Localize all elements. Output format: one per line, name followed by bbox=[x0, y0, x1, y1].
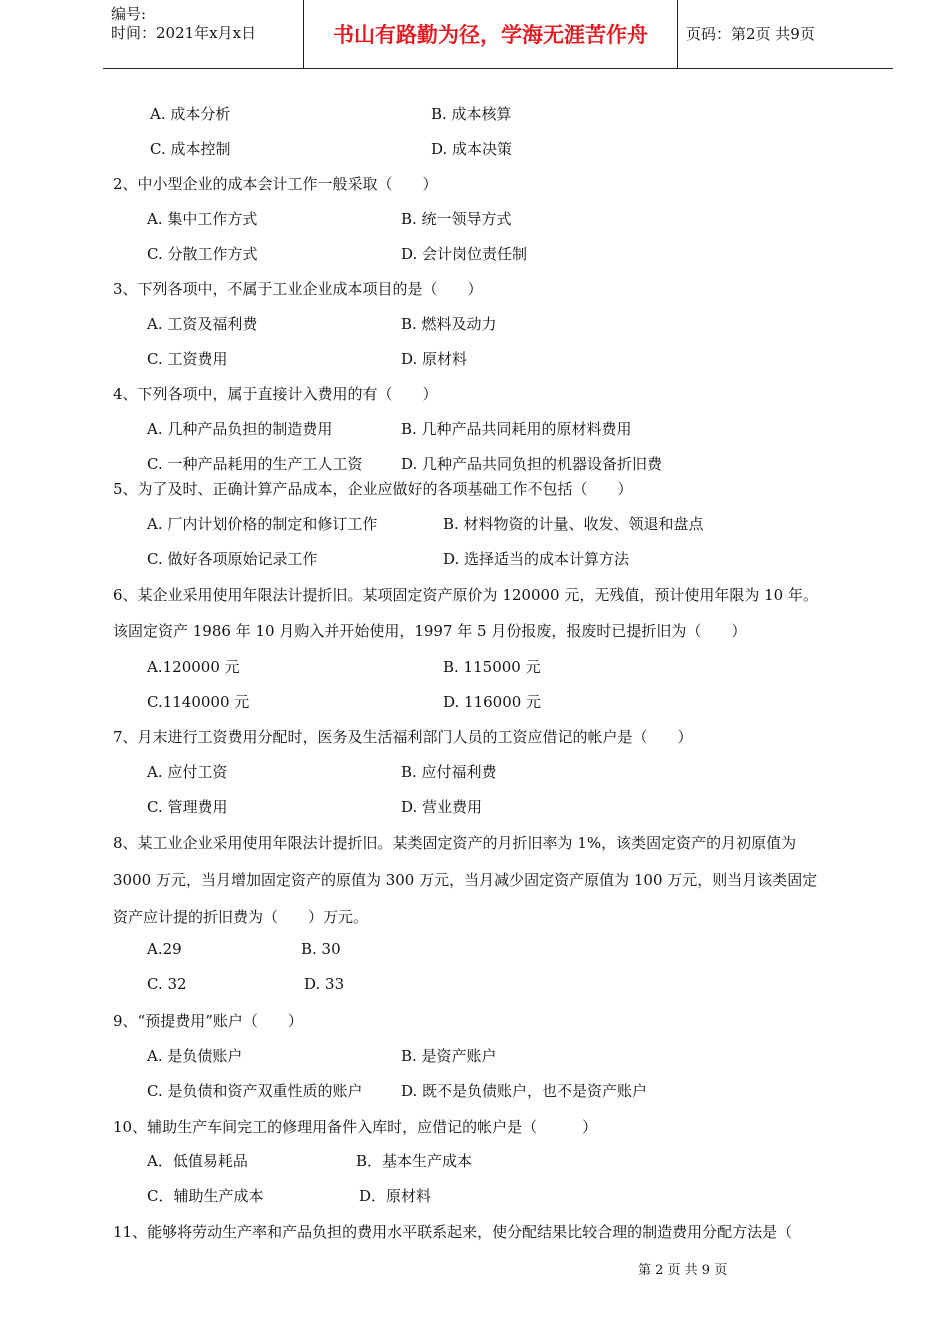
number-label: 编号: bbox=[111, 5, 147, 23]
q6-option-a: A.120000 元 bbox=[147, 658, 240, 676]
q3-option-d: D. 原材料 bbox=[401, 350, 468, 368]
q4-option-b: B. 几种产品共同耗用的原材料费用 bbox=[401, 420, 632, 438]
page-number-label: 页码：第2页 共9页 bbox=[686, 25, 815, 43]
q10-option-a: A．低值易耗品 bbox=[147, 1152, 248, 1170]
q8-option-b: B. 30 bbox=[301, 940, 341, 958]
page-header bbox=[103, 0, 893, 69]
question-8-line-3: 资产应计提的折旧费为（ ）万元。 bbox=[113, 908, 369, 926]
q9-option-b: B. 是资产账户 bbox=[401, 1047, 497, 1065]
q5-option-b: B. 材料物资的计量、收发、领退和盘点 bbox=[443, 515, 704, 533]
q2-option-b: B. 统一领导方式 bbox=[401, 210, 512, 228]
q8-option-a: A.29 bbox=[147, 940, 182, 958]
question-2: 2、中小型企业的成本会计工作一般采取（ ） bbox=[113, 175, 438, 193]
q6-option-d: D. 116000 元 bbox=[443, 693, 542, 711]
q1-option-a: A. 成本分析 bbox=[150, 105, 231, 123]
q2-option-d: D. 会计岗位责任制 bbox=[401, 245, 528, 263]
q4-option-c: C. 一种产品耗用的生产工人工资 bbox=[147, 455, 363, 473]
question-6-line-1: 6、某企业采用使用年限法计提折旧。某项固定资产原价为 120000 元，无残值，预计使用年限为 10 年。 bbox=[113, 586, 818, 604]
q5-option-d: D. 选择适当的成本计算方法 bbox=[443, 550, 630, 568]
q3-option-c: C. 工资费用 bbox=[147, 350, 228, 368]
q10-option-b: B．基本生产成本 bbox=[356, 1152, 473, 1170]
q1-option-d: D. 成本决策 bbox=[431, 140, 513, 158]
q6-option-b: B. 115000 元 bbox=[443, 658, 541, 676]
time-label: 时间：2021年x月x日 bbox=[111, 24, 257, 42]
q2-option-c: C. 分散工作方式 bbox=[147, 245, 258, 263]
q8-option-d: D. 33 bbox=[304, 975, 345, 993]
q7-option-d: D. 营业费用 bbox=[401, 798, 483, 816]
q1-option-c: C. 成本控制 bbox=[150, 140, 231, 158]
page-footer: 第 2 页 共 9 页 bbox=[638, 1263, 728, 1278]
q5-option-c: C. 做好各项原始记录工作 bbox=[147, 550, 318, 568]
q7-option-c: C. 管理费用 bbox=[147, 798, 228, 816]
question-3: 3、下列各项中，不属于工业企业成本项目的是（ ） bbox=[113, 280, 483, 298]
question-7: 7、月末进行工资费用分配时，医务及生活福利部门人员的工资应借记的帐户是（ ） bbox=[113, 728, 693, 746]
q8-option-c: C. 32 bbox=[147, 975, 187, 993]
q10-option-d: D．原材料 bbox=[359, 1187, 432, 1205]
q7-option-a: A. 应付工资 bbox=[147, 763, 228, 781]
question-8-line-2: 3000 万元，当月增加固定资产的原值为 300 万元，当月减少固定资产原值为 100 万元，则当月该类固定 bbox=[113, 871, 818, 889]
question-4: 4、下列各项中，属于直接计入费用的有（ ） bbox=[113, 385, 438, 403]
q6-option-c: C.1140000 元 bbox=[147, 693, 250, 711]
q4-option-d: D. 几种产品共同负担的机器设备折旧费 bbox=[401, 455, 663, 473]
q4-option-a: A. 几种产品负担的制造费用 bbox=[147, 420, 333, 438]
question-5: 5、为了及时、正确计算产品成本，企业应做好的各项基础工作不包括（ ） bbox=[113, 480, 633, 498]
question-11: 11、能够将劳动生产率和产品负担的费用水平联系起来，使分配结果比较合理的制造费用分配方法是（ bbox=[113, 1223, 793, 1241]
question-8-line-1: 8、某工业企业采用使用年限法计提折旧。某类固定资产的月折旧率为 1%，该类固定资产的月初原值为 bbox=[113, 834, 797, 852]
header-motto: 书山有路勤为径，学海无涯苦作舟 bbox=[333, 22, 648, 47]
header-info-cell bbox=[103, 0, 303, 68]
question-9: 9、“预提费用”账户（ ） bbox=[113, 1012, 303, 1030]
q3-option-b: B. 燃料及动力 bbox=[401, 315, 497, 333]
q5-option-a: A. 厂内计划价格的制定和修订工作 bbox=[147, 515, 378, 533]
q9-option-a: A. 是负债账户 bbox=[147, 1047, 243, 1065]
q7-option-b: B. 应付福利费 bbox=[401, 763, 497, 781]
question-6-line-2: 该固定资产 1986 年 10 月购入并开始使用，1997 年 5 月份报废，报废时已提折旧为（ ） bbox=[113, 622, 747, 640]
q9-option-d: D. 既不是负债账户，也不是资产账户 bbox=[401, 1082, 648, 1100]
q1-option-b: B. 成本核算 bbox=[431, 105, 512, 123]
header-divider bbox=[677, 0, 678, 68]
q9-option-c: C. 是负债和资产双重性质的账户 bbox=[147, 1082, 363, 1100]
q10-option-c: C．辅助生产成本 bbox=[147, 1187, 264, 1205]
q3-option-a: A. 工资及福利费 bbox=[147, 315, 258, 333]
question-10: 10、辅助生产车间完工的修理用备件入库时，应借记的帐户是（ ） bbox=[113, 1118, 598, 1136]
q2-option-a: A. 集中工作方式 bbox=[147, 210, 258, 228]
